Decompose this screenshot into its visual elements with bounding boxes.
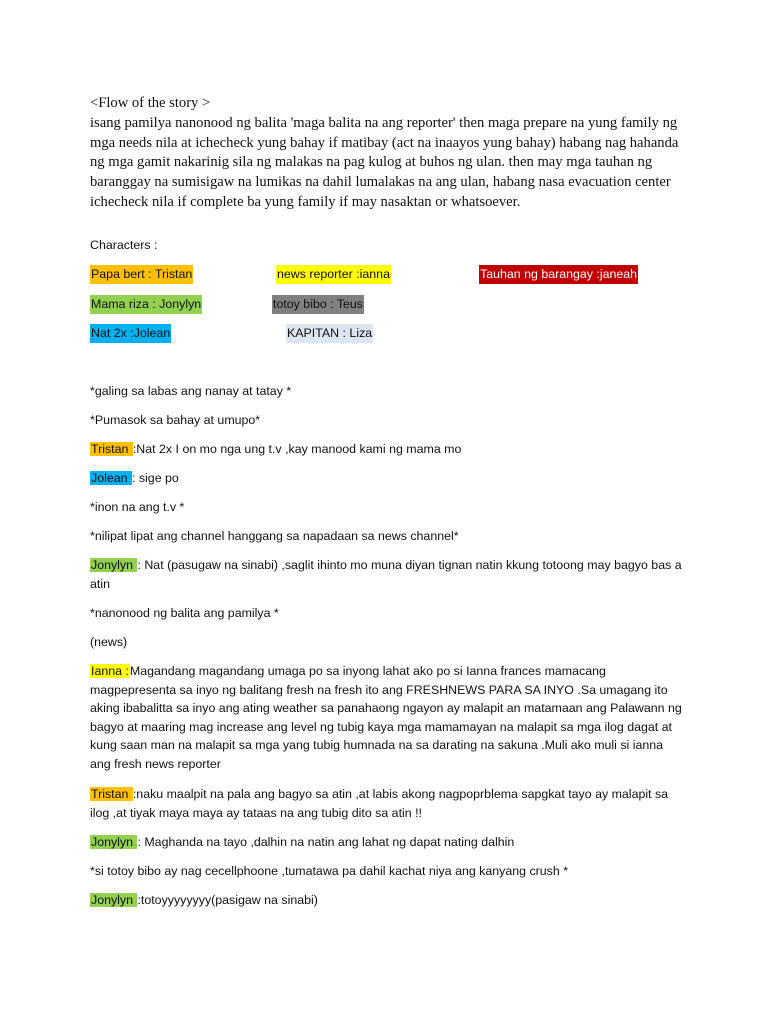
dialogue-text: :naku maalpit na pala ang bagyo sa atin ,at labis akong nagpoprblema sapgkat tayo ay malapit sa ilog ,at tiyak maya maya ay tataas na ang tubig dito sa atin !!	[90, 787, 669, 820]
dialogue-text: : sige po	[131, 471, 179, 485]
speaker-jolean: Jolean	[91, 471, 131, 485]
character-news-reporter: news reporter :ianna	[276, 265, 391, 284]
dialogue-line	[90, 556, 690, 593]
dialogue-line	[90, 891, 318, 910]
flow-paragraph: isang pamilya nanonood ng balita 'maga balita na ang reporter' then maga prepare na yung family ng mga needs nila at ichecheck yung bahay if matibay (act na inaayos yung bahay) habang nag hahanda ng mga gamit nakarinig sila ng malakas na pag kulog at buhos ng ulan. then may mga tauhan ng baranggay na sumisigaw na lumikas na dahil lumalakas na ang ulan, habang nasa evacuation center ichecheck nila if complete ba yung family if may nasaktan or whatsoever.	[90, 114, 679, 210]
characters-heading: Characters :	[90, 238, 158, 252]
stage-direction: *si totoy bibo ay nag cecellphoone ,tumatawa pa dahil kachat niya ang kanyang crush *	[90, 864, 569, 878]
speaker-jonylyn: Jonylyn	[91, 835, 137, 849]
dialogue-text: Magandang magandang umaga po sa inyong lahat ako po si Ianna frances mamacang magpepresenta sa inyo ng balitang fresh na fresh ito ang FRESHNEWS PARA SA INYO .Sa umagang ito aking ibabalitta sa inyo ang ating weather sa panahaong ngayon ay malapit an matamaan ang Palawann ng bagyo at maaring mag increase ang level ng tubig kaya mga mamamayan na malapit sa mga ilog dagat at kung saan man na malapit sa mga yang tubig humnada na sa darating na sakuna .Muli ako muli si ianna ang fresh news reporter	[90, 664, 682, 771]
dialogue-text: : Nat (pasugaw na sinabi) ,saglit ihinto mo muna diyan tignan natin kkung totoong may bagyo bas a atin	[90, 558, 682, 591]
stage-direction: *Pumasok sa bahay at umupo*	[90, 413, 261, 427]
stage-direction: *nanonood ng balita ang pamilya *	[90, 606, 279, 620]
character-totoy-bibo: totoy bibo : Teus	[272, 295, 364, 314]
dialogue-line	[90, 662, 682, 773]
dialogue-line	[90, 833, 514, 852]
character-mama-riza: Mama riza : Jonylyn	[90, 295, 202, 314]
speaker-ianna: Ianna :	[91, 664, 129, 678]
speaker-jonylyn: Jonylyn	[91, 558, 137, 572]
stage-direction: *inon na ang t.v *	[90, 500, 185, 514]
speaker-tristan: Tristan	[91, 442, 132, 456]
dialogue-line	[90, 469, 179, 488]
character-papa-bert: Papa bert : Tristan	[90, 265, 193, 284]
character-tauhan-barangay: Tauhan ng barangay :janeah	[479, 265, 638, 284]
stage-direction: *galing sa labas ang nanay at tatay *	[90, 384, 292, 398]
flow-section	[90, 94, 690, 213]
dialogue-line	[90, 785, 684, 822]
dialogue-text: :totoyyyyyyyy(pasigaw na sinabi)	[137, 893, 318, 907]
flow-heading: <Flow of the story >	[90, 95, 211, 111]
dialogue-text: :Nat 2x I on mo nga ung t.v ,kay manood kami ng mama mo	[132, 442, 462, 456]
dialogue-text: : Maghanda na tayo ,dalhin na natin ang lahat ng dapat nating dalhin	[137, 835, 515, 849]
character-nat-2x: Nat 2x :Jolean	[90, 324, 171, 343]
character-kapitan: KAPITAN : Liza	[286, 324, 373, 343]
speaker-tristan: Tristan	[91, 787, 132, 801]
dialogue-line	[90, 440, 461, 459]
speaker-jonylyn: Jonylyn	[91, 893, 137, 907]
stage-direction: (news)	[90, 635, 128, 649]
stage-direction: *nilipat lipat ang channel hanggang sa napadaan sa news channel*	[90, 529, 459, 543]
